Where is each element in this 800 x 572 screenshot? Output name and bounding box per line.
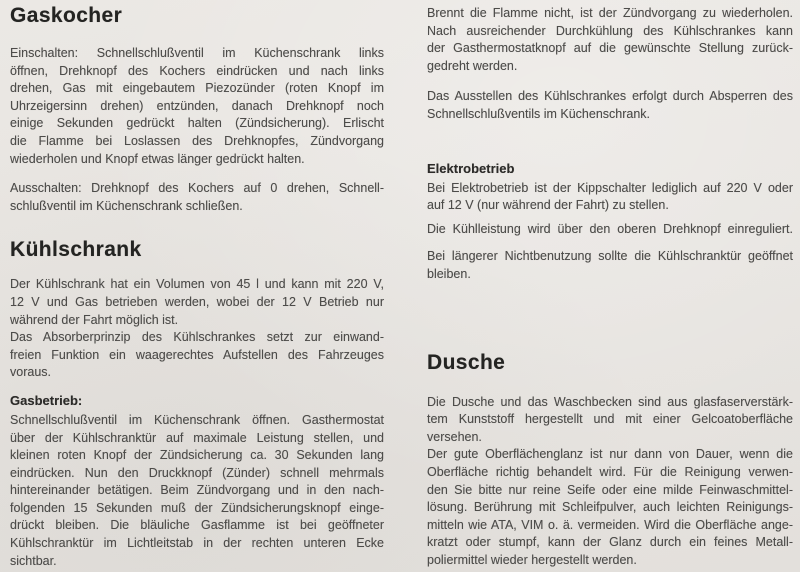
text-line: Schnellschlußventil im Küchenschrank öffnen. Gasthermostat <box>10 412 384 427</box>
text-line: auf 12 V (nur während der Fahrt) zu stellen. <box>427 198 669 213</box>
paragraph-kuehlleistung <box>427 221 793 239</box>
text-line: freien Funktion ein waagerechtes Aufstellen des Fahrzeuges <box>10 347 384 362</box>
text-line: bleiben. <box>427 266 471 281</box>
paragraph-dusche-material <box>427 394 793 447</box>
text-line: der Gasthermostatknopf auf die gewünschte Stellung zurück- <box>427 41 793 56</box>
paragraph-kuehlschrank-intro <box>10 276 384 329</box>
text-line: Schnellschlußventils im Küchenschrank. <box>427 106 651 121</box>
paragraph-gasbetrieb <box>10 412 384 570</box>
right-column <box>427 0 793 569</box>
text-line: Das Absorberprinzip des Kühlschrankes setzt zur einwand- <box>10 330 384 345</box>
subheading-elektrobetrieb: Elektrobetrieb <box>427 160 515 176</box>
text-line: hintereinander betätigen. Beim Zündvorgang und in den nach- <box>10 483 384 498</box>
text-line: Der gute Oberflächenglanz ist nur dann von Dauer, wenn die <box>427 447 793 462</box>
paragraph-einschalten <box>10 45 384 168</box>
text-line: Oberfläche richtig behandelt wird. Für die Reinigung verwen- <box>427 464 793 479</box>
text-line: während der Fahrt möglich ist. <box>10 312 179 327</box>
heading-kuehlschrank: Kühlschrank <box>10 238 142 262</box>
paragraph-zuendvorgang <box>427 5 793 75</box>
paragraph-ausstellen <box>427 88 793 123</box>
text-line: Uhrzeigersinn drehen) entzünden, danach Drehknopf noch <box>10 98 384 113</box>
text-line: gedreht werden. <box>427 58 518 73</box>
text-line: Das Ausstellen des Kühlschrankes erfolgt durch Absperren des <box>427 89 793 104</box>
heading-gaskocher: Gaskocher <box>10 4 123 27</box>
text-line: öffnen, Drehknopf des Kochers eindrücken und nach links <box>10 63 384 78</box>
subheading-gasbetrieb: Gasbetrieb: <box>10 392 83 408</box>
text-line: Bei längerer Nichtbenutzung sollte die Kühlschranktür geöffnet <box>427 249 793 264</box>
text-line: eindrücken. Nun den Druckknopf (Zünder) schnell mehrmals <box>10 465 384 480</box>
text-line: tem Kunststoff hergestellt und mit einer Gelcoatoberfläche <box>427 412 793 427</box>
text-line: poliermittel wieder hergestellt werden. <box>427 552 637 567</box>
text-line: Die Dusche und das Waschbecken sind aus glasfaserverstärk- <box>427 394 793 409</box>
text-line: kratzt oder stumpf, kann der Glanz durch ein feines Metall- <box>427 535 793 550</box>
text-line: den Sie bitte nur reine Seife oder eine milde Feinwaschmittel- <box>427 482 793 497</box>
text-line: Ausschalten: Drehknopf des Kochers auf 0 drehen, Schnell- <box>10 181 384 196</box>
text-line: einige Sekunden gedrückt halten (Zündsicherung). Erlischt <box>10 116 384 131</box>
paragraph-ausschalten <box>10 180 384 215</box>
text-line: voraus. <box>10 365 51 380</box>
left-column <box>10 0 384 570</box>
heading-dusche: Dusche <box>427 350 506 374</box>
text-line: drehen, Gas mit eingebautem Piezozünder (roten Knopf im <box>10 81 384 96</box>
paragraph-elektrobetrieb <box>427 180 793 215</box>
text-line: mitteln wie ATA, VIM o. ä. vermeiden. Wird die Oberfläche ange- <box>427 517 793 532</box>
text-line: sichtbar. <box>10 553 57 568</box>
text-line: Der Kühlschrank hat ein Volumen von 45 l und kann mit 220 V, <box>10 277 384 292</box>
text-line: Brennt die Flamme nicht, ist der Zündvorgang zu wiederholen. <box>427 6 793 20</box>
text-line: lösung. Berührung mit Schleifpulver, auch leichten Reinigungs- <box>427 500 793 515</box>
text-line: schlußventil im Küchenschrank schließen. <box>10 198 243 213</box>
text-line: folgenden 15 Sekunden muß der Zündsicherungsknopf einge- <box>10 500 384 515</box>
paragraph-nichtbenutzung <box>427 248 793 283</box>
text-line: versehen. <box>427 429 482 444</box>
text-line: Die Kühlleistung wird über den oberen Drehknopf einreguliert. <box>427 221 793 236</box>
text-line: Bei Elektrobetrieb ist der Kippschalter lediglich auf 220 V oder <box>427 180 793 195</box>
text-line: Einschalten: Schnellschlußventil im Küchenschrank links <box>10 46 384 60</box>
text-line: die Flamme bei Loslassen des Drehknopfes, Zündvorgang <box>10 133 384 148</box>
text-line: wiederholen und Knopf etwas länger gedrückt halten. <box>10 151 305 166</box>
text-line: 12 V und Gas betrieben werden, wobei der 12 V Betrieb nur <box>10 294 384 309</box>
text-line: über der Kühlschranktür auf maximale Leistung stellen, und <box>10 430 384 445</box>
paragraph-oberflaechenglanz <box>427 446 793 569</box>
text-line: Kühlschranktür im Lichtleitstab in der rechten unteren Ecke <box>10 536 384 551</box>
paragraph-absorberprinzip <box>10 329 384 382</box>
text-line: drückt bleiben. Die bläuliche Gasflamme ist bei geöffneter <box>10 518 384 533</box>
text-line: Nach ausreichender Durchkühlung des Kühlschrankes kann <box>427 23 793 38</box>
text-line: kleinen roten Knopf der Zündsicherung ca. 30 Sekunden lang <box>10 448 384 463</box>
